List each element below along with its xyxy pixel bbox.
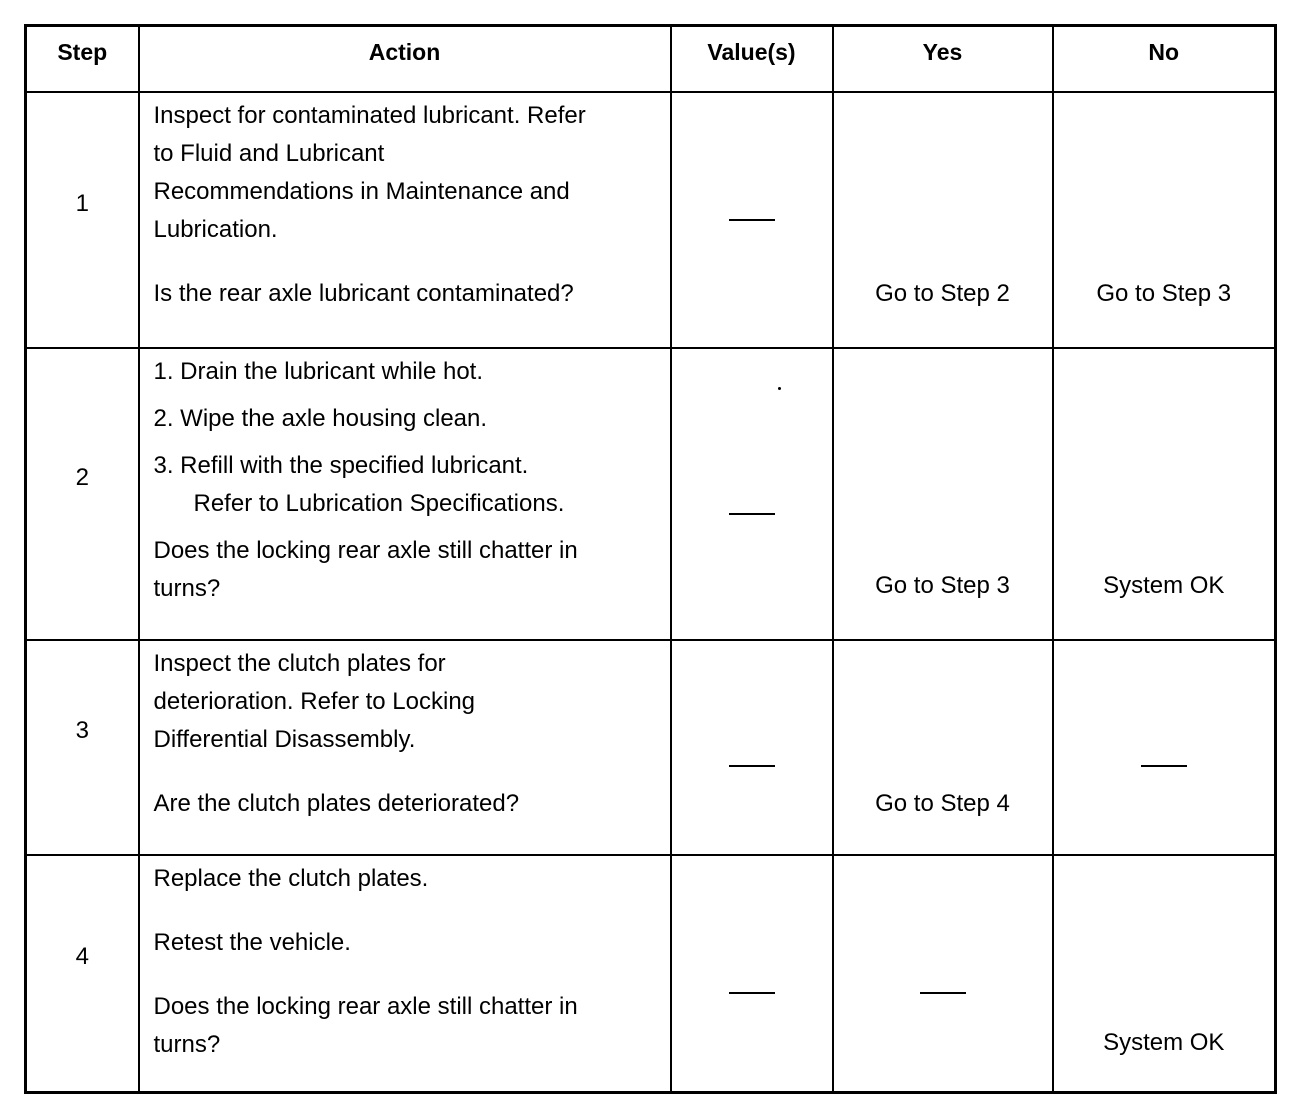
action-step-item: 3. Refill with the specified lubricant. [153, 451, 529, 479]
header-row [26, 26, 1276, 92]
header-no: No [1053, 26, 1276, 92]
step-number [26, 92, 139, 348]
action-line: to Fluid and Lubricant [153, 139, 385, 167]
empty-no-dash [1054, 741, 1275, 779]
diagnostic-table [24, 24, 1277, 1094]
no-result: System OK [1103, 571, 1225, 599]
table-row-step-4 [26, 855, 1276, 1093]
table-row-step-2 [26, 348, 1276, 640]
action-question: turns? [153, 1030, 221, 1058]
yes-cell [833, 92, 1053, 348]
action-step-item: Refer to Lubrication Specifications. [193, 489, 565, 517]
action-line: Inspect for contaminated lubricant. Refer [153, 101, 586, 129]
yes-cell [833, 640, 1053, 855]
empty-value-dash [672, 741, 832, 779]
no-cell [1053, 640, 1276, 855]
step-number [26, 348, 139, 640]
no-result: System OK [1103, 1028, 1225, 1056]
action-cell [139, 640, 671, 855]
step-number-text: 3 [75, 717, 89, 745]
yes-cell [833, 855, 1053, 1093]
no-result: Go to Step 3 [1096, 279, 1232, 307]
values-cell [671, 348, 833, 640]
values-cell [671, 640, 833, 855]
action-step-item: 2. Wipe the axle housing clean. [153, 404, 488, 432]
yes-result: Go to Step 2 [875, 279, 1010, 307]
yes-result: Go to Step 3 [875, 571, 1010, 599]
action-cell [139, 855, 671, 1093]
header-step: Step [26, 26, 139, 92]
action-line: Recommendations in Maintenance and [153, 177, 570, 205]
action-line: Inspect the clutch plates for [153, 649, 446, 677]
action-line: Retest the vehicle. [153, 928, 351, 956]
action-line: deterioration. Refer to Locking [153, 687, 476, 715]
yes-cell [833, 348, 1053, 640]
header-action: Action [139, 26, 671, 92]
step-number [26, 640, 139, 855]
action-cell [139, 348, 671, 640]
values-cell [671, 92, 833, 348]
action-line: Lubrication. [153, 215, 278, 243]
step-number [26, 855, 139, 1093]
empty-value-dash [672, 195, 832, 233]
header-yes: Yes [833, 26, 1053, 92]
scan-speck [778, 387, 781, 390]
action-question: Is the rear axle lubricant contaminated? [153, 279, 574, 307]
action-step-item: 1. Drain the lubricant while hot. [153, 357, 484, 385]
empty-value-dash [672, 968, 832, 1006]
no-cell [1053, 92, 1276, 348]
yes-result: Go to Step 4 [875, 789, 1010, 817]
header-values: Value(s) [671, 26, 833, 92]
no-cell [1053, 855, 1276, 1093]
step-number-text: 2 [75, 463, 89, 491]
step-number-text: 4 [75, 943, 89, 971]
table-row-step-3 [26, 640, 1276, 855]
action-question: Are the clutch plates deteriorated? [153, 789, 520, 817]
action-question: Does the locking rear axle still chatter in [153, 536, 578, 564]
table-row-step-1 [26, 92, 1276, 348]
empty-yes-dash [834, 968, 1052, 1006]
action-question: Does the locking rear axle still chatter in [153, 992, 578, 1020]
no-cell [1053, 348, 1276, 640]
step-number-text: 1 [75, 189, 89, 217]
action-line: Differential Disassembly. [153, 725, 416, 753]
values-cell [671, 855, 833, 1093]
action-cell [139, 92, 671, 348]
action-question: turns? [153, 574, 221, 602]
action-line: Replace the clutch plates. [153, 864, 429, 892]
empty-value-dash [672, 489, 832, 527]
